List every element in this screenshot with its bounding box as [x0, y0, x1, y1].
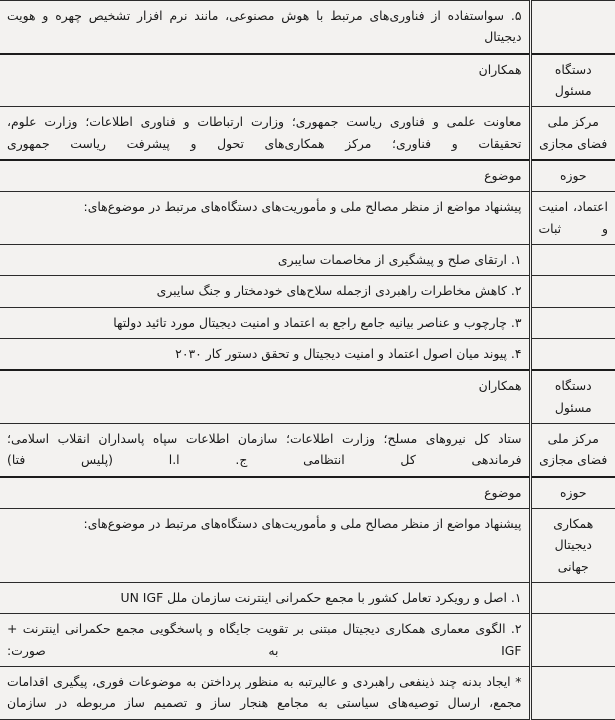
- header-domain-2: حوزه: [530, 477, 615, 509]
- table-row-item: [0, 338, 615, 370]
- table-row-orgs-2: [0, 423, 615, 476]
- subject-intro-1: پیشنهاد مواضع از منظر مصالح ملی و مأموریت‌های دستگاه‌های مرتبط در موضوع‌های:: [0, 192, 530, 245]
- header-collaborators-2: همکاران: [0, 370, 530, 423]
- collaborators-value-2: ستاد کل نیروهای مسلح؛ وزارت اطلاعات؛ سازمان اطلاعات سپاه پاسداران انقلاب اسلامی؛ فرماندهی کل انتظامی ج. ا.ا (پلیس فتا): [0, 423, 530, 476]
- header-collaborators: همکاران: [0, 54, 530, 107]
- table-row-item: [0, 582, 615, 613]
- header-domain-1: حوزه: [530, 160, 615, 192]
- table-row-header-domain-2: [0, 477, 615, 509]
- subject-item: ۴. پیوند میان اصول اعتماد و امنیت دیجیتال و تحقق دستور کار ۲۰۳۰: [0, 338, 530, 370]
- domain-value-2: همکاری دیجیتال جهانی: [530, 508, 615, 582]
- subject-item: ۳. چارچوب و عناصر بیانیه جامع راجع به اعتماد و امنیت دیجیتال مورد تائید دولتها: [0, 307, 530, 338]
- empty-label-cell: [530, 338, 615, 370]
- table-row: [0, 1, 615, 54]
- subject-intro-2: پیشنهاد مواضع از منظر مصالح ملی و مأموریت‌های دستگاه‌های مرتبط در موضوع‌های:: [0, 508, 530, 582]
- empty-label-cell: [530, 582, 615, 613]
- header-responsible-org-2: دستگاه مسئول: [530, 370, 615, 423]
- responsible-org-value-1: مرکز ملی فضای مجازی: [530, 107, 615, 160]
- header-subject-2: موضوع: [0, 477, 530, 509]
- table-row-item: [0, 307, 615, 338]
- header-subject-1: موضوع: [0, 160, 530, 192]
- subject-item: ۲. الگوی معماری همکاری دیجیتال مبتنی بر تقویت جایگاه و پاسخگویی مجمع حکمرانی اینترنت + IGF به صورت:: [0, 614, 530, 667]
- table-row-subject-intro-1: [0, 192, 615, 245]
- subject-item: ۱. اصل و رویکرد تعامل کشور با مجمع حکمرانی اینترنت سازمان ملل UN IGF: [0, 582, 530, 613]
- table-row-header-responsible: [0, 54, 615, 107]
- table-row-header-responsible-2: [0, 370, 615, 423]
- empty-label-cell: [530, 244, 615, 275]
- subject-item-starred: * ایجاد بدنه چند ذینفعی راهبردی و عالیرتبه به منظور پرداختن به موضوعات فوری، پیگیری اقدامات مجمع، ارسال توصیه‌های سیاستی به مجامع هنجار ساز و تصمیم ساز مربوطه در سازمان: [0, 666, 530, 719]
- table-row-item: [0, 244, 615, 275]
- table-row-item: [0, 614, 615, 667]
- collaborators-value-1: معاونت علمی و فناوری ریاست جمهوری؛ وزارت ارتباطات و فناوری اطلاعات؛ وزارت علوم، تحقیقات و فناوری؛ مرکز همکاری‌های تحول و پیشرفت ریاست جمهوری: [0, 107, 530, 160]
- table-row-item: [0, 276, 615, 307]
- table-row-item: [0, 666, 615, 719]
- continued-item-text: ۵. سواستفاده از فناوری‌های مرتبط با هوش مصنوعی، مانند نرم افزار تشخیص چهره و هویت دیجیتال: [0, 1, 530, 54]
- header-responsible-org: دستگاه مسئول: [530, 54, 615, 107]
- subject-item: ۲. کاهش مخاطرات راهبردی ازجمله سلاح‌های خودمختار و جنگ سایبری: [0, 276, 530, 307]
- empty-label-cell: [530, 1, 615, 54]
- table-row-header-domain-1: [0, 160, 615, 192]
- domain-value-1: اعتماد، امنیت و ثبات: [530, 192, 615, 245]
- empty-label-cell: [530, 276, 615, 307]
- empty-label-cell: [530, 307, 615, 338]
- empty-label-cell: [530, 614, 615, 667]
- subject-item: ۱. ارتقای صلح و پیشگیری از مخاصمات سایبری: [0, 244, 530, 275]
- table-row-subject-intro-2: [0, 508, 615, 582]
- table-row-orgs-1: [0, 107, 615, 160]
- responsible-org-value-2: مرکز ملی فضای مجازی: [530, 423, 615, 476]
- empty-label-cell: [530, 666, 615, 719]
